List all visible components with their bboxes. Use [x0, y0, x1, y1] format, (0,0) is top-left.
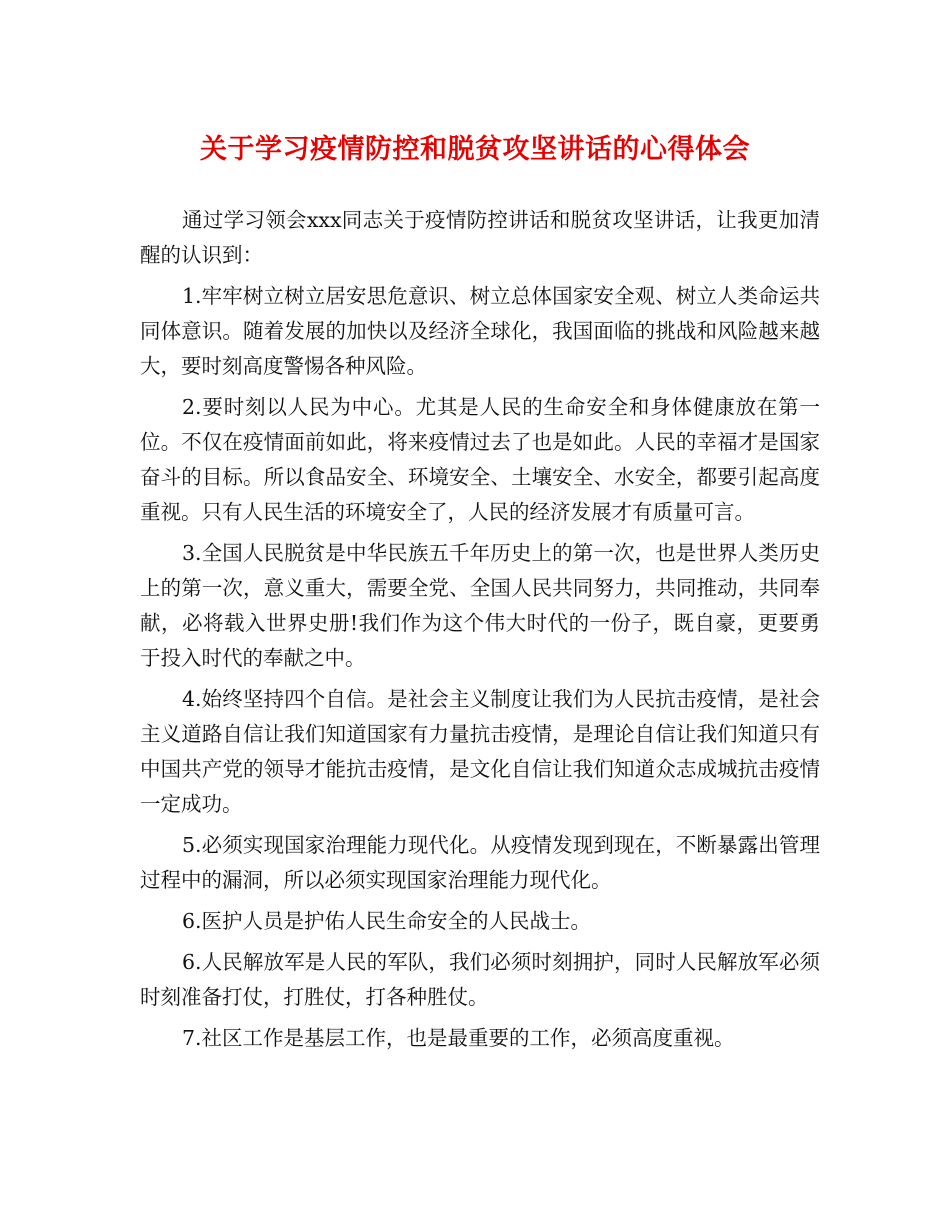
paragraph-point-6a: 6.医护人员是护佑人民生命安全的人民战士。 — [182, 909, 592, 933]
paragraph-point-7: 7.社区工作是基层工作，也是最重要的工作，必须高度重视。 — [182, 1026, 735, 1050]
paragraph-intro: 通过学习领会xxx同志关于疫情防控讲话和脱贫攻坚讲话，让我更加清醒的认识到： — [140, 208, 820, 267]
paragraph-point-4: 4.始终坚持四个自信。是社会主义制度让我们为人民抗击疫情，是社会主义道路自信让我们知道国家有力量抗击疫情，是理论自信让我们知道只有中国共产党的领导才能抗击疫情，是文化自信让我们知道众志成城抗击疫情一定成功。 — [140, 687, 820, 816]
paragraph-point-5: 5.必须实现国家治理能力现代化。从疫情发现到现在，不断暴露出管理过程中的漏洞，所以必须实现国家治理能力现代化。 — [140, 833, 820, 892]
paragraph-point-2: 2.要时刻以人民为中心。尤其是人民的生命安全和身体健康放在第一位。不仅在疫情面前如此，将来疫情过去了也是如此。人民的幸福才是国家奋斗的目标。所以食品安全、环境安全、土壤安全、水安全，都要引起高度重视。只有人民生活的环境安全了，人民的经济发展才有质量可言。 — [140, 395, 820, 524]
paragraph-point-3: 3.全国人民脱贫是中华民族五千年历史上的第一次，也是世界人类历史上的第一次，意义重大，需要全党、全国人民共同努力，共同推动，共同奉献，必将载入世界史册!我们作为这个伟大时代的一份子，既自豪，更要勇于投入时代的奉献之中。 — [140, 541, 820, 670]
paragraph-point-1: 1.牢牢树立树立居安思危意识、树立总体国家安全观、树立人类命运共同体意识。随着发展的加快以及经济全球化，我国面临的挑战和风险越来越大，要时刻高度警惕各种风险。 — [140, 284, 820, 378]
document-title: 关于学习疫情防控和脱贫攻坚讲话的心得体会 — [200, 134, 750, 165]
document-body — [140, 203, 820, 1062]
paragraph-point-6b: 6.人民解放军是人民的军队，我们必须时刻拥护，同时人民解放军必须时刻准备打仗，打胜仗，打各种胜仗。 — [140, 950, 820, 1009]
